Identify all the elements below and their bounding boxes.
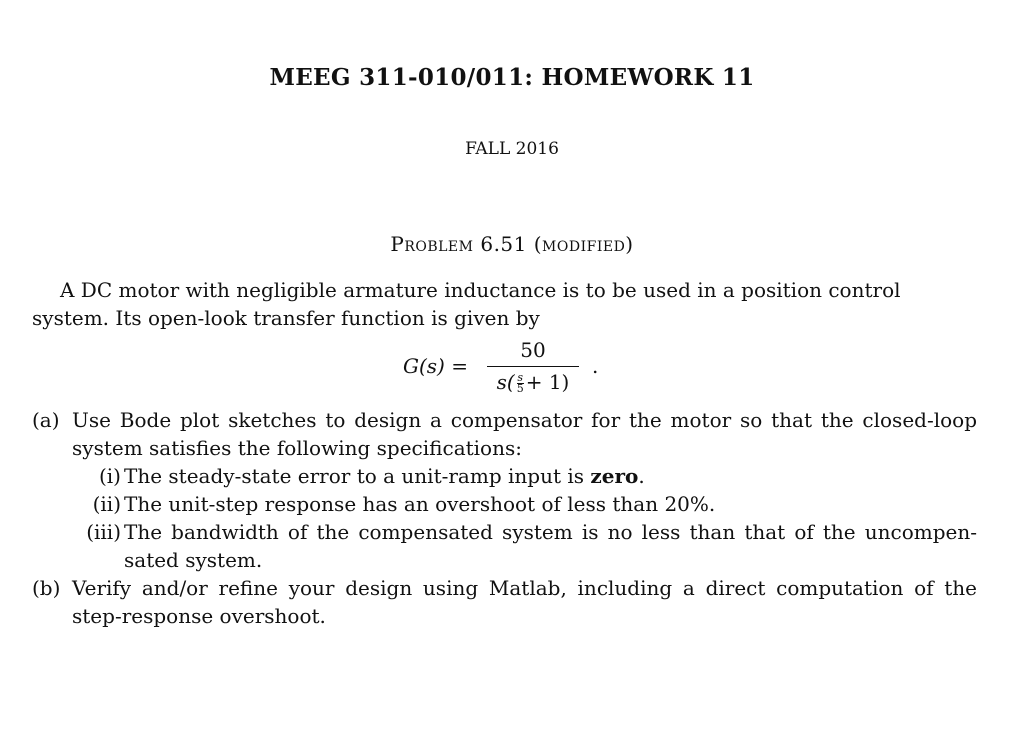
equation-lhs: G(s) = [403,354,468,378]
denominator-suffix: + 1) [525,370,570,394]
document-title: MEEG 311-010/011: HOMEWORK 11 [269,64,755,91]
transfer-function-equation [0,338,1024,400]
spec-item [32,518,977,574]
part-b [32,574,977,630]
equation-period: . [592,354,599,378]
inner-fraction [517,373,524,394]
equation-fraction [487,338,579,394]
part-b-text: Verify and/or refine your design using Matlab, including a direct computation of the step-response overshoot. [72,576,977,628]
spec-marker: (iii) [86,520,121,544]
semester-label: FALL 2016 [465,139,559,159]
intro-line-2: system. Its open-look transfer function is given by [32,306,540,330]
spec-marker: (ii) [92,492,121,516]
denominator-prefix: s( [496,370,515,394]
spec-text: The unit-step response has an overshoot of less than 20%. [124,492,716,516]
spec-emphasis: zero [590,464,639,488]
part-a [32,406,977,462]
part-a-text: Use Bode plot sketches to design a compensator for the motor so that the closed-loop system satisfies the following specifications: [72,408,977,460]
problem-heading: Problem 6.51 (modified) [390,232,634,256]
fraction-bar [487,366,579,367]
equation-numerator: 50 [520,338,546,362]
part-a-marker: (a) [32,408,60,432]
problem-parts [32,406,977,630]
spec-item [32,462,977,490]
spec-marker: (i) [98,464,121,488]
inner-denominator: 5 [516,382,524,395]
intro-line-1: A DC motor with negligible armature inductance is to be used in a position control [60,278,901,302]
problem-intro [32,276,977,332]
spec-text: The bandwidth of the compensated system is no less than that of the uncompen-sated system. [124,520,977,572]
part-b-marker: (b) [32,576,61,600]
spec-text: The steady-state error to a unit-ramp input is [124,464,584,488]
equation-denominator [487,370,579,394]
spec-item [32,490,977,518]
inner-numerator: s [517,371,524,384]
spec-punctuation: . [638,464,645,488]
